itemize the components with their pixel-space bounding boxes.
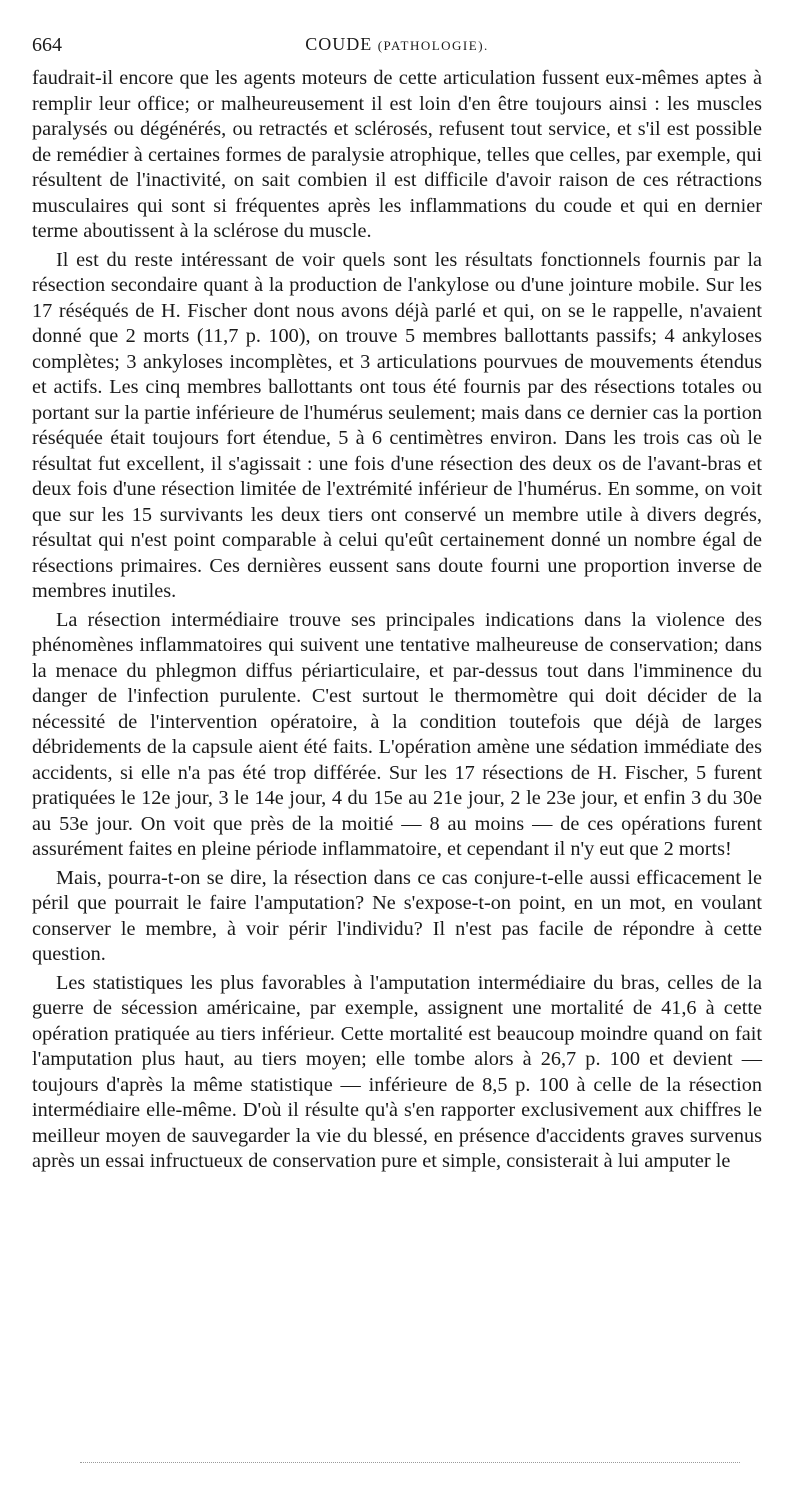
body-text [32,66,762,1175]
running-title-main: COUDE [305,34,373,54]
paragraph: La résection intermédiaire trouve ses principales indications dans la violence des phénomènes inflammatoires qui suivent une tentative malheureuse de conservation; dans la menace du phlegmon diffus périarticulaire, et par-dessus tout dans l'imminence du danger de l'infection purulente. C'est surtout le thermomètre qui doit décider de la nécessité de l'intervention opératoire, à la condition toutefois que déjà de larges débridements de la capsule aient été faits. L'opération amène une sédation immédiate des accidents, si elle n'a pas été trop différée. Sur les 17 résections de H. Fischer, 5 furent pratiquées le 12e jour, 3 le 14e jour, 4 du 15e au 21e jour, 2 le 23e jour, et enfin 3 du 30e au 53e jour. On voit que près de la moitié — 8 au moins — de ces opérations furent assurément faites en pleine période inflammatoire, et cependant il n'y eut que 2 morts! [32,608,762,860]
paragraph: Il est du reste intéressant de voir quels sont les résultats fonctionnels fournis par la résection secondaire quant à la production de l'ankylose ou d'une jointure mobile. Sur les 17 réséqués de H. Fischer dont nous avons déjà parlé et qui, on se le rappelle, n'avaient donné que 2 morts (11,7 p. 100), on trouve 5 membres ballottants passifs; 4 ankyloses complètes; 3 ankyloses incomplètes, et 3 articulations pourvues de mouvements étendus et actifs. Les cinq membres ballottants ont tous été fournis par des résections totales ou portant sur la partie inférieure de l'humérus seulement; mais dans ce dernier cas la portion réséquée était toujours fort étendue, 5 à 6 centimètres environ. Dans les trois cas où le résultat fut excellent, il s'agissait : une fois d'une résection des deux os de l'avant-bras et deux fois d'une résection limitée de l'extrémité inférieur de l'humérus. En somme, on voit que sur les 15 survivants les deux tiers ont conservé un membre utile à divers degrés, résultat qui n'est point comparable à celui qu'eût certainement donné un nombre égal de résections primaires. Ces dernières eussent sans doute fourni une proportion inverse de membres inutiles. [32,248,762,602]
paragraph-continued: faudrait-il encore que les agents moteurs de cette articulation fussent eux-mêmes aptes à remplir leur office; or malheureusement il est loin d'en être toujours ainsi : les muscles paralysés ou dégénérés, ou retractés et sclérosés, refusent tout service, et s'il est possible de remédier à certaines formes de paralysie atrophique, telles que celles, par exemple, qui résultent de l'inactivité, on sait combien il est difficile d'avoir raison de ces rétractions musculaires qui sont si fréquentes après les inflammations du coude et qui en dernier terme aboutissent à la sclérose du muscle. [32,67,762,242]
running-title [32,34,762,55]
running-title-subtitle: (PATHOLOGIE). [377,38,489,53]
footer-divider [80,1462,740,1463]
paragraph: Les statistiques les plus favorables à l'amputation intermédiaire du bras, celles de la guerre de sécession américaine, par exemple, assignent une mortalité de 41,6 à cette opération pratiquée au tiers inférieur. Cette mortalité est beaucoup moindre quand on fait l'amputation plus haut, au tiers moyen; elle tombe alors à 26,7 p. 100 et devient — toujours d'après la même statistique — inférieure de 8,5 p. 100 à celle de la résection intermédiaire elle-même. D'où il résulte qu'à s'en rapporter exclusivement aux chiffres le meilleur moyen de sauvegarder la vie du blessé, en présence d'accidents graves survenus après un essai infructueux de conservation pure et simple, consisterait à lui amputer le [32,971,762,1172]
paragraph: Mais, pourra-t-on se dire, la résection dans ce cas conjure-t-elle aussi efficacement le péril que pourrait le faire l'amputation? Ne s'expose-t-on point, en un mot, en voulant conserver le membre, à voir périr l'individu? Il n'est pas facile de répondre à cette question. [32,866,762,965]
page-header [32,34,762,62]
page-number: 664 [32,34,62,56]
